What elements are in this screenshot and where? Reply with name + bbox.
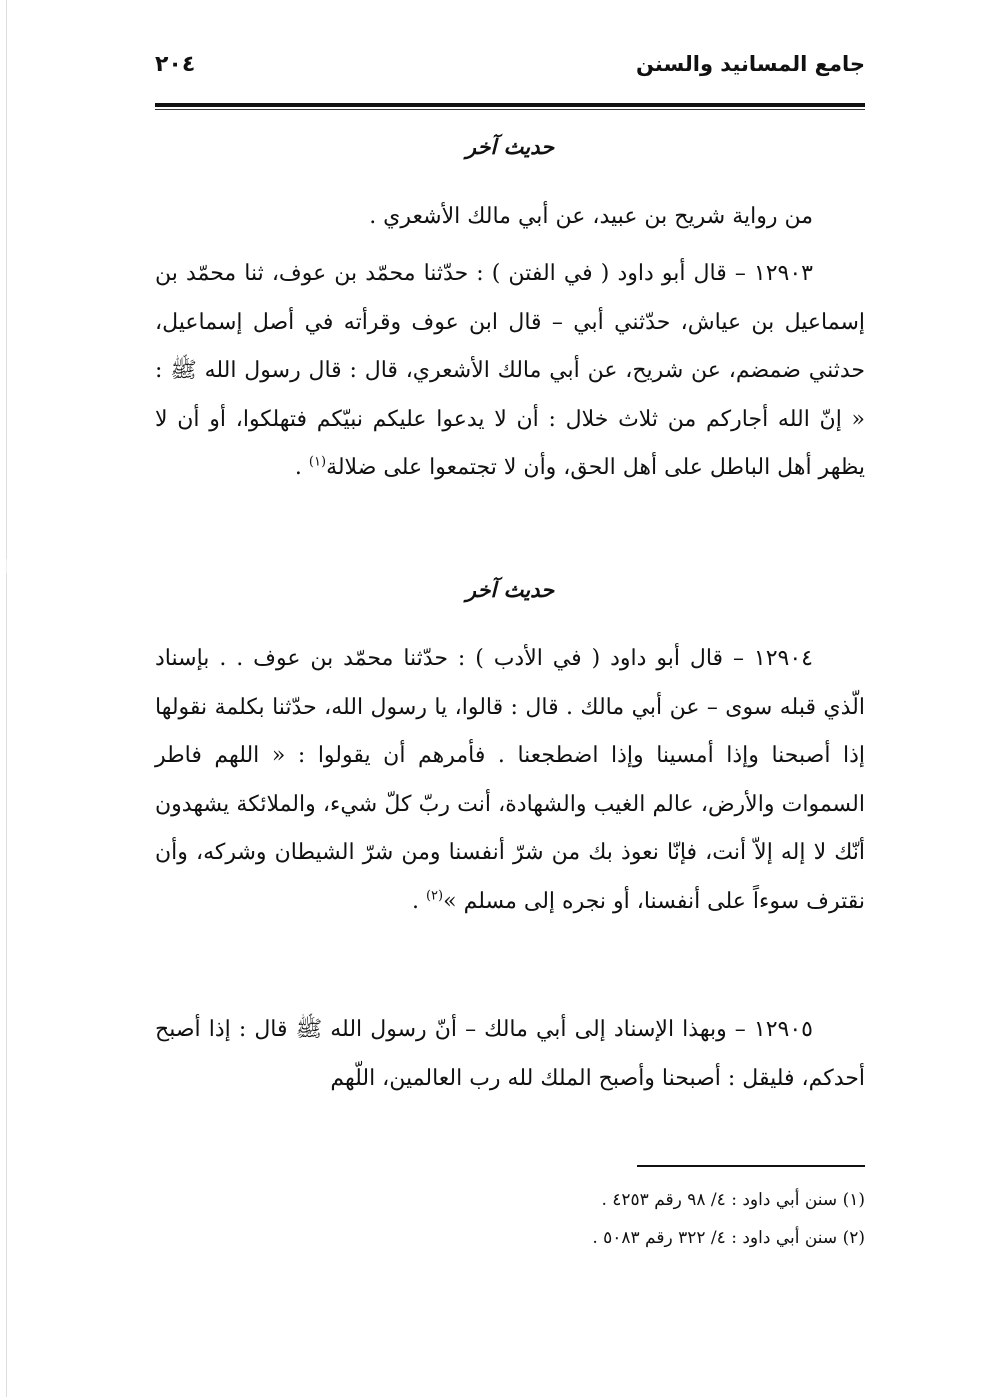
section-heading-1: حديث آخر [465, 135, 555, 159]
page-number: ٢٠٤ [155, 52, 196, 77]
hadith-paragraph-12905: ١٢٩٠٥ – وبهذا الإسناد إلى أبي مالك – أنّ رسول الله ﷺ قال : إذا أصبح أحدكم، فليقل : أصبحنا وأصبح الملك لله رب العالمين، اللّهم [155, 1017, 865, 1091]
section-heading-2: حديث آخر [465, 578, 555, 602]
book-title: جامع المسانيد والسنن [636, 52, 865, 76]
footnote-rule [637, 1165, 865, 1167]
scan-margin-line [6, 0, 7, 1397]
footnote-ref-2: (٢) [425, 888, 444, 904]
header-rule-thin [155, 109, 865, 110]
hadith-paragraph-12903 [155, 250, 865, 493]
hadith-text: ١٢٩٠٤ – قال أبو داود ( في الأدب ) : حدّثنا محمّد بن عوف . . بإسناد الّذي قبله سوى – عن أبي مالك . قال : قالوا، يا رسول الله، حدّثنا بكلمة نقولها إذا أصبحنا وإذا أمسينا وإذا اضطجعنا . فأمرهم أن يقولوا : « اللهم فاطر السموات والأرض، عالم الغيب والشهادة، أنت ربّ كلّ شيء، والملائكة يشهدون أنّك لا إله إلاّ أنت، فإنّا نعوذ بك من شرّ أنفسنا ومن شرّ الشيطان وشركه، وأن نقترف سوءاً على أنفسنا، أو نجره إلى مسلم » [155, 646, 865, 914]
running-header [155, 52, 865, 96]
header-rule [155, 103, 865, 107]
hadith-end: . [294, 455, 309, 480]
book-page [155, 0, 865, 1397]
footnote-2: (٢) سنن أبي داود : ٤/ ٣٢٢ رقم ٥٠٨٣ . [592, 1228, 865, 1248]
section-intro-1: من رواية شريح بن عبيد، عن أبي مالك الأشعري . [369, 204, 813, 229]
footnote-1: (١) سنن أبي داود : ٤/ ٩٨ رقم ٤٢٥٣ . [601, 1190, 865, 1210]
hadith-paragraph-12904 [155, 635, 865, 926]
footnote-ref-1: (١) [308, 454, 327, 470]
hadith-text: ١٢٩٠٣ – قال أبو داود ( في الفتن ) : حدّثنا محمّد بن عوف، ثنا محمّد بن إسماعيل بن عياش، حدّثني أبي – قال ابن عوف وقرأته في أصل إسماعيل، حدثني ضمضم، عن شريح، عن أبي مالك الأشعري، قال : قال رسول الله ﷺ : « إنّ الله أجاركم من ثلاث خلال : أن لا يدعوا عليكم نبيّكم فتهلكوا، أو أن لا يظهر أهل الباطل على أهل الحق، وأن لا تجتمعوا على ضلالة [155, 261, 865, 480]
hadith-end: . [411, 888, 426, 914]
